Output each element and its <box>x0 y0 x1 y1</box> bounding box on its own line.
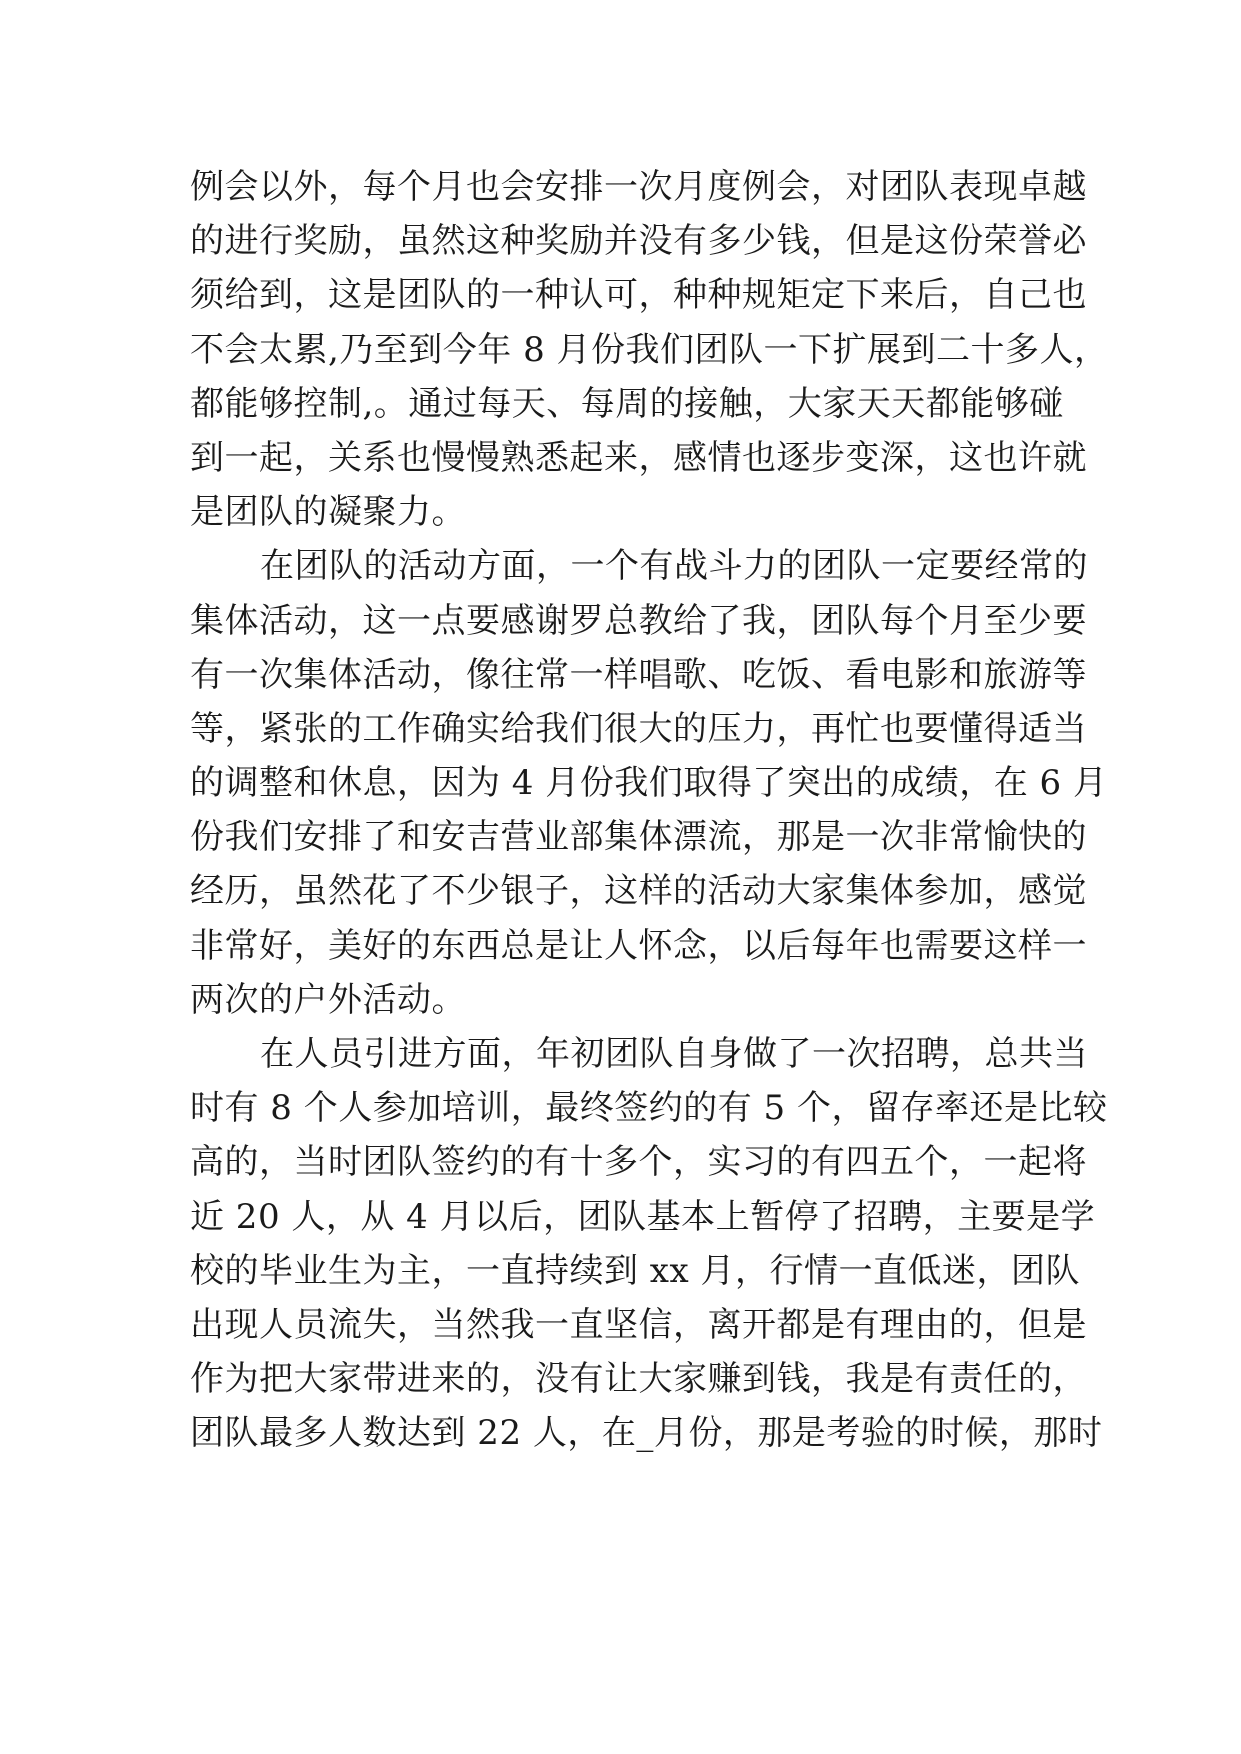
text-line: 作为把大家带进来的，没有让大家赚到钱，我是有责任的， <box>190 1359 1087 1400</box>
text-line: 在团队的活动方面，一个有战斗力的团队一定要经常的 <box>260 546 1088 587</box>
text-line: 不会太累,乃至到今年 8 月份我们团队一下扩展到二十多人， <box>190 329 1109 370</box>
text-line: 出现人员流失，当然我一直坚信，离开都是有理由的，但是 <box>190 1304 1087 1345</box>
text-line: 集体活动，这一点要感谢罗总教给了我，团队每个月至少要 <box>190 600 1087 641</box>
text-line: 是团队的凝聚力。 <box>190 492 466 533</box>
text-line: 都能够控制,。通过每天、每周的接触，大家天天都能够碰 <box>190 383 1064 424</box>
text-line: 例会以外，每个月也会安排一次月度例会，对团队表现卓越 <box>190 167 1087 207</box>
text-line: 有一次集体活动，像往常一样唱歌、吃饭、看电影和旅游等 <box>190 654 1087 695</box>
text-line: 须给到，这是团队的一种认可，种种规矩定下来后，自己也 <box>190 275 1087 316</box>
text-line: 校的毕业生为主，一直持续到 xx 月，行情一直低迷，团队 <box>190 1250 1080 1291</box>
text-line: 的调整和休息，因为 4 月份我们取得了突出的成绩，在 6 月 <box>190 763 1108 804</box>
text-line: 等，紧张的工作确实给我们很大的压力，再忙也要懂得适当 <box>190 708 1087 749</box>
text-line: 时有 8 个人参加培训，最终签约的有 5 个，留存率还是比较 <box>190 1088 1108 1129</box>
text-line: 两次的户外活动。 <box>190 979 466 1020</box>
paragraph-3 <box>190 1027 1108 1461</box>
body-text <box>190 160 1109 1461</box>
text-line: 的进行奖励，虽然这种奖励并没有多少钱，但是这份荣誉必 <box>190 221 1087 262</box>
text-line: 近 20 人，从 4 月以后，团队基本上暂停了招聘，主要是学 <box>190 1196 1096 1237</box>
paragraph-1 <box>190 160 1109 539</box>
text-line: 经历，虽然花了不少银子，这样的活动大家集体参加，感觉 <box>190 871 1087 912</box>
text-line: 团队最多人数达到 22 人，在_月份，那是考验的时候，那时 <box>190 1413 1103 1454</box>
text-line: 非常好，美好的东西总是让人怀念，以后每年也需要这样一 <box>190 925 1087 966</box>
text-line: 在人员引进方面，年初团队自身做了一次招聘，总共当 <box>260 1034 1088 1074</box>
text-line: 份我们安排了和安吉营业部集体漂流，那是一次非常愉快的 <box>190 817 1087 858</box>
text-line: 到一起，关系也慢慢熟悉起来，感情也逐步变深，这也许就 <box>190 437 1087 478</box>
text-line: 高的，当时团队签约的有十多个，实习的有四五个，一起将 <box>190 1142 1087 1183</box>
paragraph-2 <box>190 539 1108 1027</box>
